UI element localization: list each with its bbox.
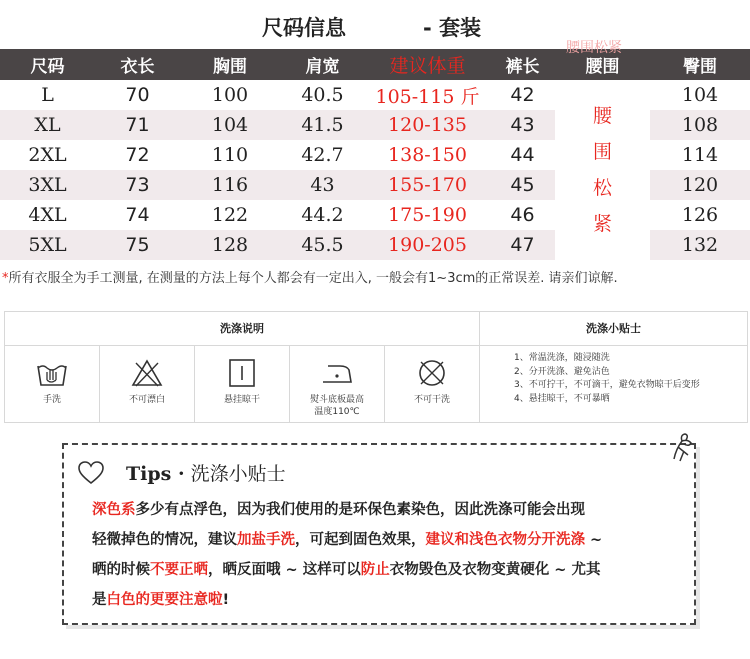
- pants-length-cell: 43: [490, 110, 555, 140]
- tips-highlight: 加盐手洗: [237, 532, 295, 548]
- wash-item-label: 手洗: [42, 395, 61, 405]
- note-star: *: [2, 271, 9, 286]
- hip-cell: 114: [681, 144, 719, 166]
- iron-label-line2: 温度110℃: [314, 407, 360, 417]
- waist-note-char: 围: [592, 141, 612, 163]
- measure-disclaimer: [2, 267, 618, 286]
- wash-tips-list: [480, 346, 747, 422]
- iron-label-line1: 熨斗底板最高: [309, 395, 364, 405]
- tips-text: 多少有点浮色，因为我们使用的是环保色素染色，因此洗涤可能会出现: [135, 502, 585, 518]
- length-cell: 74: [125, 204, 150, 226]
- tips-text: 轻微掉色的情况，建议: [92, 532, 237, 548]
- col-header-shoulder: 肩宽: [280, 49, 365, 80]
- tips-caption: [126, 459, 286, 486]
- wash-item-no-bleach: [100, 346, 195, 422]
- wash-tips-title: 洗涤小贴士: [480, 312, 747, 346]
- page-subtitle: - 套装: [423, 16, 482, 40]
- pants-length-cell: 42: [510, 84, 535, 106]
- chest-cell: 100: [211, 84, 249, 106]
- weight-cell: 138-150: [388, 144, 467, 166]
- wash-item-label: 不可漂白: [128, 395, 165, 405]
- tips-line: [92, 495, 684, 525]
- wash-item-hang-dry: [195, 346, 290, 422]
- wash-item-label: 悬挂晾干: [223, 395, 260, 405]
- wash-item-iron: [290, 346, 385, 422]
- size-info-title-bar: [0, 0, 750, 50]
- tips-highlight: 不要正晒: [150, 562, 208, 578]
- shoulder-cell: 41.5: [280, 110, 365, 140]
- tips-text: 晒的时候: [92, 562, 150, 578]
- wash-tip: 1、常温洗涤，随浸随洗: [514, 353, 610, 363]
- length-cell: 71: [95, 110, 180, 140]
- weight-cell: 175-190: [388, 204, 467, 226]
- tips-text: ，晒反面哦 ~ 这样可以: [208, 562, 361, 578]
- wash-item-label: [290, 394, 384, 418]
- wash-tip: 3、不可拧干，不可滴干，避免衣物晾干后变形: [514, 380, 700, 390]
- tips-caption-cn: 洗涤小贴士: [190, 463, 286, 485]
- shoulder-cell: 44.2: [301, 204, 344, 226]
- tips-text: 衣物毁色及衣物变黄硬化 ~ 尤其: [389, 562, 601, 578]
- size-table: [0, 49, 750, 260]
- hip-cell: 104: [681, 84, 719, 106]
- waist-note-char: 紧: [592, 213, 612, 235]
- col-header-weight: 建议体重: [365, 49, 490, 80]
- hip-cell: 132: [650, 230, 750, 260]
- pants-length-cell: 45: [490, 170, 555, 200]
- weight-cell: 105-115 斤: [375, 85, 480, 108]
- tips-line: [92, 525, 684, 555]
- col-header-size: 尺码: [0, 49, 95, 80]
- hip-cell: 126: [681, 204, 719, 226]
- hang-dry-icon: [225, 358, 259, 388]
- chest-cell: 104: [180, 110, 280, 140]
- wash-care-panel: [4, 311, 748, 423]
- tips-text: ~: [585, 532, 603, 548]
- size-cell: 4XL: [28, 204, 67, 226]
- wash-item-label: 不可干洗: [413, 395, 450, 405]
- shoulder-cell: 45.5: [280, 230, 365, 260]
- no-bleach-icon: [130, 358, 164, 388]
- size-cell: 5XL: [0, 230, 95, 260]
- tips-highlight: 建议和浅色衣物分开洗涤: [425, 532, 585, 548]
- pants-length-cell: 44: [510, 144, 535, 166]
- shoulder-cell: 42.7: [301, 144, 344, 166]
- tips-highlight: 防止: [360, 562, 390, 578]
- iron-icon: [320, 358, 354, 388]
- hip-cell: 108: [650, 110, 750, 140]
- chest-cell: 110: [211, 144, 249, 166]
- col-header-hip: 臀围: [650, 49, 750, 80]
- weight-cell: 155-170: [365, 170, 490, 200]
- page-title: 尺码信息: [262, 16, 346, 40]
- size-cell: 3XL: [0, 170, 95, 200]
- tips-line: [92, 555, 684, 585]
- tips-caption-en: Tips ·: [126, 463, 185, 485]
- wash-instructions-title: 洗涤说明: [5, 312, 480, 346]
- col-header-chest: 胸围: [180, 49, 280, 80]
- heart-icon: [78, 461, 104, 485]
- ghost-waist-label: 腰围松紧: [566, 40, 622, 56]
- chest-cell: 128: [180, 230, 280, 260]
- chest-cell: 116: [180, 170, 280, 200]
- weight-cell: 120-135: [365, 110, 490, 140]
- size-cell: XL: [0, 110, 95, 140]
- waist-note-char: 松: [592, 177, 612, 199]
- length-cell: 73: [95, 170, 180, 200]
- hand-wash-icon: [35, 358, 69, 388]
- length-cell: 72: [125, 144, 150, 166]
- size-table-header: [0, 49, 750, 80]
- no-dry-clean-icon: [415, 358, 449, 388]
- length-cell: 75: [95, 230, 180, 260]
- flower-doodle-icon: [664, 431, 698, 465]
- length-cell: 70: [125, 84, 150, 106]
- tips-text: 是: [92, 592, 107, 608]
- col-header-length: 衣长: [95, 49, 180, 80]
- tips-body: [92, 495, 684, 615]
- tips-line: [92, 585, 684, 615]
- pants-length-cell: 46: [510, 204, 535, 226]
- wash-tip: 4、悬挂晾干，不可暴晒: [514, 393, 610, 404]
- shoulder-cell: 40.5: [301, 84, 344, 106]
- tips-highlight: 深色系: [92, 502, 136, 518]
- tips-highlight: 白色的更要注意啦: [106, 592, 223, 608]
- tips-card: [62, 443, 696, 625]
- hip-cell: 120: [650, 170, 750, 200]
- tips-text: !: [222, 592, 230, 608]
- size-cell: L: [41, 84, 54, 106]
- waist-note-char: 腰: [592, 105, 612, 127]
- col-header-pants-length: 裤长: [490, 49, 555, 80]
- tips-text: ，可起到固色效果，: [295, 532, 426, 548]
- wash-item-hand-wash: [5, 346, 100, 422]
- col-header-waist: 腰围: [555, 49, 650, 80]
- weight-cell: 190-205: [365, 230, 490, 260]
- wash-item-no-dry-clean: [385, 346, 480, 422]
- pants-length-cell: 47: [490, 230, 555, 260]
- waist-elastic-note: [555, 80, 650, 260]
- size-cell: 2XL: [28, 144, 67, 166]
- table-row: [0, 80, 750, 110]
- shoulder-cell: 43: [280, 170, 365, 200]
- note-text: 所有衣服全为手工测量, 在测量的方法上每个人都会有一定出入, 一般会有1~3cm的正常误差. 请亲们谅解.: [8, 271, 618, 286]
- chest-cell: 122: [211, 204, 249, 226]
- wash-tip: 2、分开洗涤、避免沾色: [514, 366, 610, 377]
